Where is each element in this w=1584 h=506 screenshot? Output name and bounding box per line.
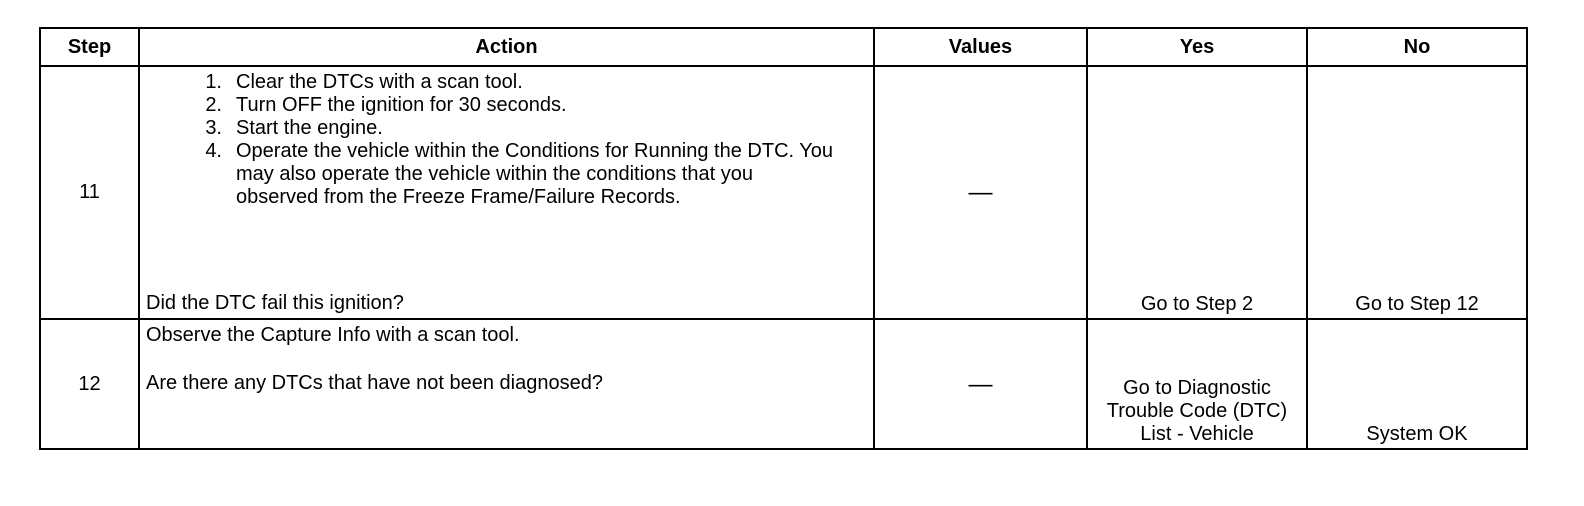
action-intro: Observe the Capture Info with a scan tool. bbox=[146, 324, 520, 346]
step-text: Turn OFF the ignition for 30 seconds. bbox=[236, 94, 567, 116]
action-cell bbox=[139, 319, 874, 449]
header-values: Values bbox=[874, 28, 1087, 66]
list-item bbox=[146, 71, 867, 94]
step-number: 11 bbox=[40, 66, 139, 319]
no-cell: System OK bbox=[1307, 319, 1527, 449]
step-text: Start the engine. bbox=[236, 117, 383, 139]
action-question: Did the DTC fail this ignition? bbox=[146, 292, 404, 314]
yes-cell bbox=[1087, 319, 1307, 449]
no-cell: Go to Step 12 bbox=[1307, 66, 1527, 319]
header-action: Action bbox=[139, 28, 874, 66]
step-text: Operate the vehicle within the Conditions for Running the DTC. You may also operate the vehicle within the conditions that you observed from the Freeze Frame/Failure Records. bbox=[236, 140, 834, 208]
yes-cell bbox=[1087, 66, 1307, 319]
step-index: 4. bbox=[205, 140, 222, 162]
list-item bbox=[146, 140, 867, 209]
list-item bbox=[146, 117, 867, 140]
yes-link-text: Go to Step 2 bbox=[1140, 293, 1254, 315]
yes-link-text: Go to Diagnostic Trouble Code (DTC) List - Vehicle bbox=[1106, 377, 1288, 445]
step-text: Clear the DTCs with a scan tool. bbox=[236, 71, 523, 93]
action-cell bbox=[139, 66, 874, 319]
step-index: 2. bbox=[205, 94, 222, 116]
diagnostic-table bbox=[39, 27, 1528, 450]
step-number: 12 bbox=[40, 319, 139, 449]
header-row bbox=[40, 28, 1527, 66]
table-row bbox=[40, 66, 1527, 319]
step-index: 3. bbox=[205, 117, 222, 139]
header-yes: Yes bbox=[1087, 28, 1307, 66]
step-index: 1. bbox=[205, 71, 222, 93]
header-no: No bbox=[1307, 28, 1527, 66]
table-row bbox=[40, 319, 1527, 449]
action-steps-list bbox=[146, 71, 867, 209]
list-item bbox=[146, 94, 867, 117]
values-cell: — bbox=[874, 66, 1087, 319]
action-question: Are there any DTCs that have not been diagnosed? bbox=[146, 372, 603, 394]
header-step: Step bbox=[40, 28, 139, 66]
values-cell: — bbox=[874, 319, 1087, 449]
